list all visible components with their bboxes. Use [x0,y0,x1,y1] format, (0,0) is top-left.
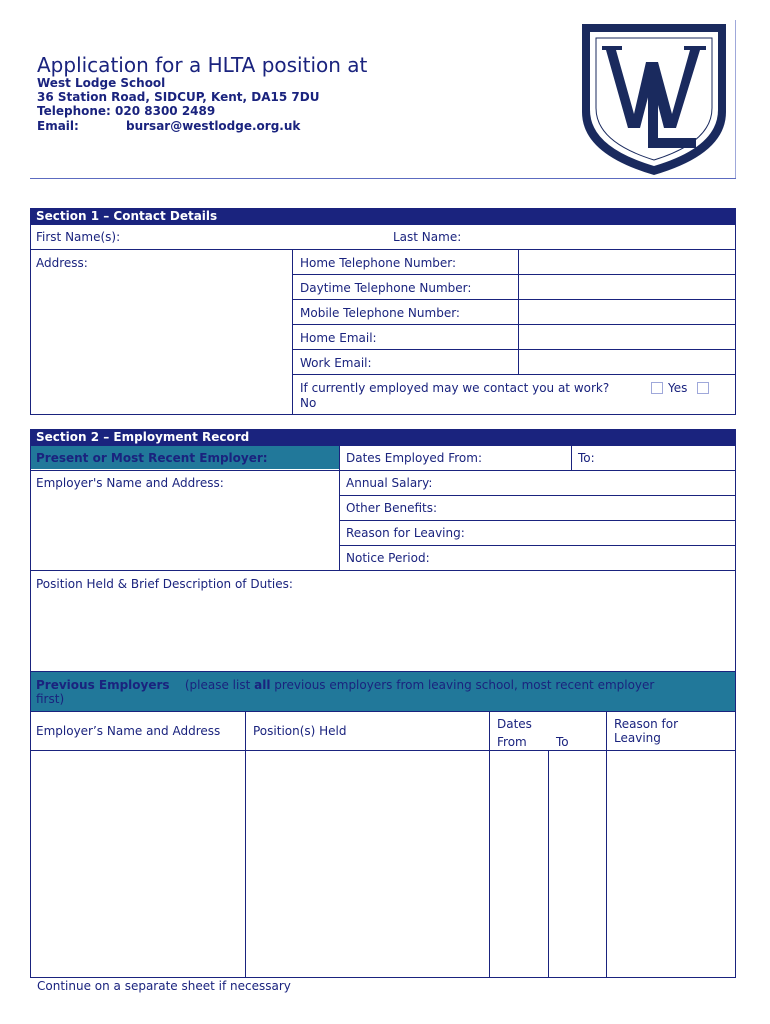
school-telephone: Telephone: 020 8300 2489 [37,104,216,118]
col-divider [606,711,607,978]
header-divider [30,178,736,179]
other-benefits-label: Other Benefits: [346,501,438,515]
col-divider [245,711,246,978]
section2-title-bar [30,429,736,446]
yes-label: Yes [668,381,688,395]
daytime-phone-label: Daytime Telephone Number: [300,281,472,295]
col-positions-header: Position(s) Held [253,724,347,738]
school-crest-logo [578,20,730,178]
prev-note-all: all [254,678,271,692]
s2-to-divider [571,445,572,470]
col-reason-header-line1: Reason for [614,717,679,731]
s2-row-divider [339,545,736,546]
s1-value-divider [518,249,519,375]
previous-employers-note-line2: first) [36,692,65,706]
prev-note-after: previous employers from leaving school, most recent employer [270,678,655,692]
reason-leaving-label: Reason for Leaving: [346,526,465,540]
col-employer-header: Employer’s Name and Address [36,724,221,738]
last-name-label: Last Name: [393,230,462,244]
mobile-phone-label: Mobile Telephone Number: [300,306,460,320]
no-label: No [300,396,317,410]
previous-employers-title: Previous Employers [36,678,170,692]
section1-title-bar [30,208,736,225]
dates-to-label: To: [578,451,595,465]
email-label: Email: [37,119,79,133]
email-value: bursar@westlodge.org.uk [126,119,301,133]
s2-row-divider [30,570,736,571]
s1-row-divider [292,299,736,300]
s2-row-divider [30,750,736,751]
col-reason-header-line2: Leaving [614,731,661,745]
logo-divider [735,20,736,178]
continue-note: Continue on a separate sheet if necessary [37,979,291,993]
address-label: Address: [36,256,88,270]
first-names-label: First Name(s): [36,230,121,244]
s2-column-divider [339,445,340,571]
col-from-header: From [497,735,527,749]
yes-checkbox[interactable] [651,382,663,394]
school-address: 36 Station Road, SIDCUP, Kent, DA15 7DU [37,90,320,104]
col-divider [548,750,549,978]
school-name: West Lodge School [37,76,166,90]
employer-name-address-label: Employer's Name and Address: [36,476,224,490]
s1-row-divider [292,324,736,325]
no-checkbox[interactable] [697,382,709,394]
prev-note-before: (please list [184,678,255,692]
home-phone-label: Home Telephone Number: [300,256,457,270]
work-email-label: Work Email: [300,356,372,370]
dates-employed-from-label: Dates Employed From: [346,451,483,465]
page-title: Application for a HLTA position at [37,53,368,77]
s2-row-divider [30,711,736,712]
s2-row-divider [30,470,736,471]
s2-row-divider [339,495,736,496]
notice-period-label: Notice Period: [346,551,430,565]
col-to-header: To [556,735,569,749]
present-employer-label: Present or Most Recent Employer: [36,451,268,465]
section2-title: Section 2 – Employment Record [36,430,250,444]
section1-title: Section 1 – Contact Details [36,209,218,223]
s1-row-divider [292,274,736,275]
home-email-label: Home Email: [300,331,377,345]
s1-row-divider [292,374,736,375]
s1-row-divider [30,249,736,250]
col-dates-header: Dates [497,717,532,731]
annual-salary-label: Annual Salary: [346,476,433,490]
contact-at-work-question: If currently employed may we contact you at work? [300,381,610,395]
previous-employers-heading [36,678,654,692]
col-divider [489,711,490,978]
s2-row-divider [339,520,736,521]
position-held-label: Position Held & Brief Description of Duties: [36,577,293,591]
s1-row-divider [292,349,736,350]
